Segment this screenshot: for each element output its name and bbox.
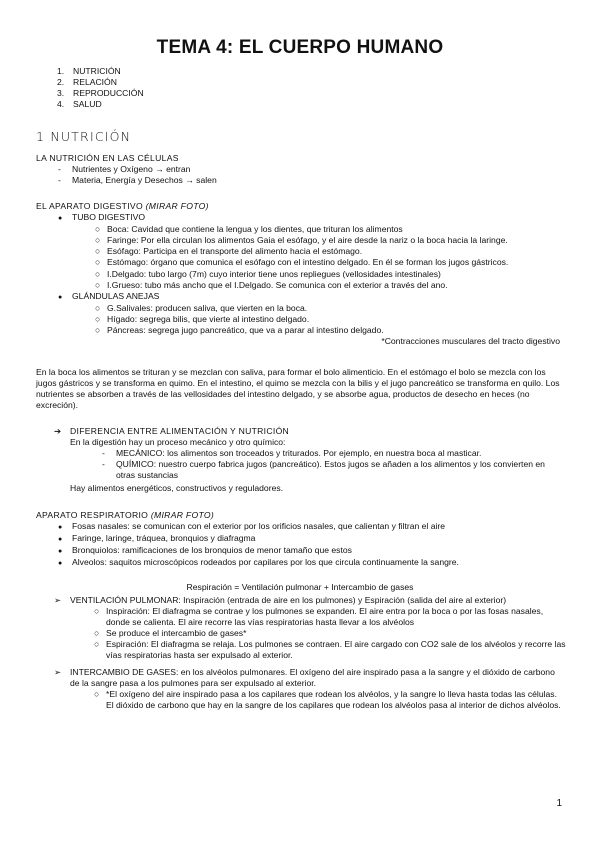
toc-item: 2. RELACIÓN xyxy=(57,77,117,88)
list-item: ○ Se produce el intercambio de gases* xyxy=(94,628,247,639)
digestive-section xyxy=(36,201,566,347)
list-item: ○ I.Grueso: tubo más ancho que el I.Delgado. Se comunica con el exterior a través del ano. xyxy=(95,279,448,290)
list-item: ○ Hígado: segrega bilis, que vierte al intestino delgado. xyxy=(95,313,310,324)
list-item: - Materia, Energía y Desechos → salen xyxy=(58,175,217,186)
exchange-section xyxy=(54,667,566,711)
digestive-note: *Contracciones musculares del tracto digestivo xyxy=(381,336,560,347)
section-heading-nutrition: 1 NUTRICIÓN xyxy=(36,129,132,144)
list-item: ○ *El oxígeno del aire inspirado pasa a los capilares que rodean los alvéolos, y la sangre lo lleva hasta todas las células. El dióxido de carbono que hay en la sangre de los capilares que rodean los alvéolos pasa al interior de dichos alvéolos. xyxy=(94,689,561,711)
toc-item: 3. REPRODUCCIÓN xyxy=(57,88,144,99)
difference-section xyxy=(54,426,566,495)
respiratory-heading: APARATO RESPIRATORIO (MIRAR FOTO) xyxy=(36,510,214,520)
list-item: ○ I.Delgado: tubo largo (7m) cuyo interior tiene unos repliegues (vellosidades intestinales) xyxy=(95,268,441,279)
cells-section xyxy=(36,153,566,186)
list-item: - Nutrientes y Oxígeno → entran xyxy=(58,164,191,175)
list-item: ○ Espiración: El diafragma se relaja. Los pulmones se contraen. El aire cargado con CO2 sale de los alvéolos y recorre las vías respiratorias hasta ser expulsado al exterior. xyxy=(94,639,566,661)
glands-heading: ● GLÁNDULAS ANEJAS xyxy=(58,290,160,301)
toc-list xyxy=(57,66,144,110)
difference-outro: Hay alimentos energéticos, constructivos y reguladores. xyxy=(70,483,284,494)
list-item: ○ Páncreas: segrega jugo pancreático, que va a parar al intestino delgado. xyxy=(95,325,384,336)
toc-item: 4. SALUD xyxy=(57,99,102,110)
page-title: TEMA 4: EL CUERPO HUMANO xyxy=(156,37,444,58)
list-item: ● Bronquiolos: ramificaciones de los bronquios de menor tamaño que estos xyxy=(58,545,352,556)
toc-item: 1. NUTRICIÓN xyxy=(57,66,121,76)
list-item: ○ G.Salivales: producen saliva, que vierten en la boca. xyxy=(95,302,308,313)
respiration-formula: Respiración = Ventilación pulmonar + Intercambio de gases xyxy=(186,582,414,592)
difference-intro: En la digestión hay un proceso mecánico y otro químico: xyxy=(70,437,286,448)
list-item: ● Fosas nasales: se comunican con el exterior por los orificios nasales, que calientan y filtran el aire xyxy=(58,521,446,532)
list-item: ○ Faringe: Por ella circulan los alimentos Gaia el esófago, y el aire desde la nariz o la boca hacia la laringe. xyxy=(95,235,508,246)
list-item: - MECÁNICO: los alimentos son troceados y triturados. Por ejemplo, en nuestra boca al masticar. xyxy=(102,448,482,459)
digestive-heading: EL APARATO DIGESTIVO (MIRAR FOTO) xyxy=(36,201,209,211)
list-item: ○ Inspiración: El diafragma se contrae y los pulmones se expanden. El aire entra por la boca o por las fosas nasales, donde se calienta. El aire recorre las vías respiratorias hasta llevar a los alvéolos xyxy=(94,606,544,628)
respiratory-section xyxy=(36,510,566,569)
list-item: ● Faringe, laringe, tráquea, bronquios y diafragma xyxy=(58,533,256,544)
difference-heading: ➔ DIFERENCIA ENTRE ALIMENTACIÓN Y NUTRICIÓN xyxy=(54,426,290,436)
list-item: ○ Esófago: Participa en el transporte del alimento hacia el estómago. xyxy=(95,246,363,257)
page-number: 1 xyxy=(556,798,562,809)
digestion-paragraph: En la boca los alimentos se trituran y se mezclan con saliva, para formar el bolo alimenticio. En el estómago el bolo se mezcla con los jugos gástricos y se transforma en quimo. En el intestino, el quimo se mezcla con la bilis y el jugo pancreático se transforma en quilo. Los nutrientes se absorben a través de las vellosidades del intestino delgado, y se absorbe agua, productos de desecho en heces (no excreción). xyxy=(36,367,560,411)
cells-heading: LA NUTRICIÓN EN LAS CÉLULAS xyxy=(36,153,179,163)
list-item: ● Alveolos: saquitos microscópicos rodeados por capilares por los que circula continuamente la sangre. xyxy=(58,557,459,568)
tube-heading: ● TUBO DIGESTIVO xyxy=(58,212,146,223)
list-item: ○ Estómago: órgano que comunica el esófago con el intestino delgado. En él se forman los jugos gástricos. xyxy=(95,257,509,268)
ventilation-heading: ➢ VENTILACIÓN PULMONAR: Inspiración (entrada de aire en los pulmones) y Espiración (salida del aire al exterior) xyxy=(54,595,507,605)
list-item: - QUÍMICO: nuestro cuerpo fabrica jugos (pancreático). Estos jugos se añaden a los alimentos y los convierten en otras sustancias xyxy=(102,459,545,481)
ventilation-section xyxy=(54,595,566,662)
list-item: ○ Boca: Cavidad que contiene la lengua y los dientes, que trituran los alimentos xyxy=(95,224,403,235)
exchange-heading: ➢ INTERCAMBIO DE GASES: en los alvéolos pulmonares. El oxígeno del aire inspirado pasa a la sangre y el dióxido de carbono de la sangre pasa a los pulmones para ser expulsado al exterior. xyxy=(54,667,555,689)
